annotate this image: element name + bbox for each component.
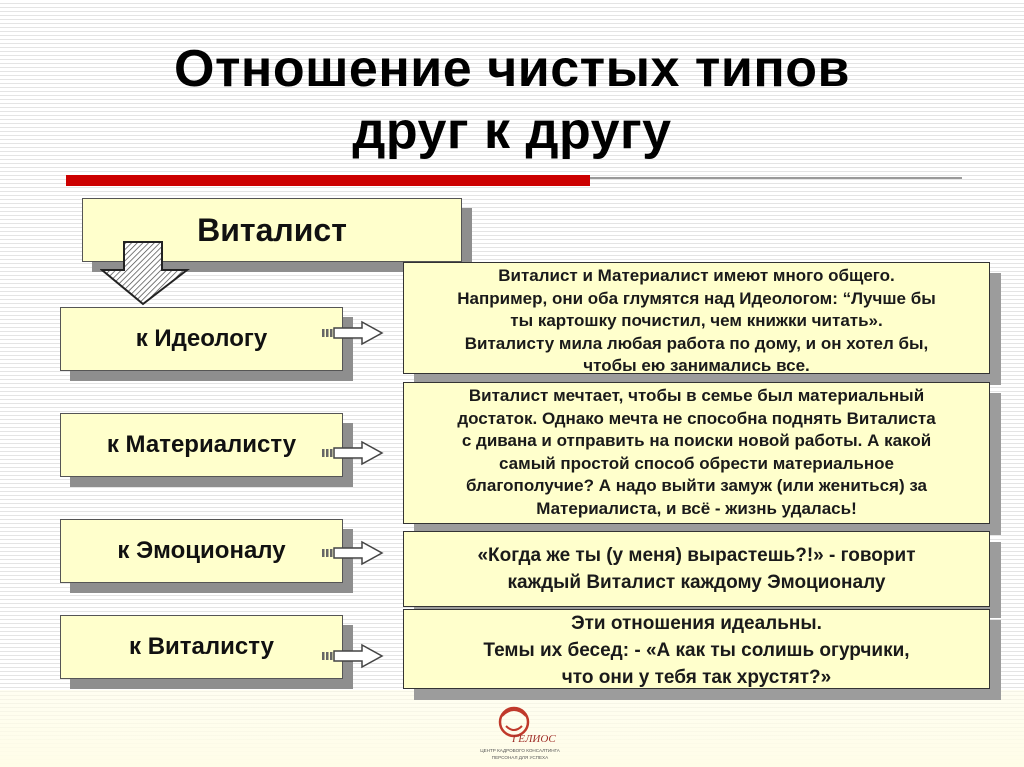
title-underline-gray (590, 177, 962, 179)
right-arrow-icon (320, 540, 384, 566)
logo-name: ГЕЛИОС (512, 733, 556, 745)
down-arrow-icon (100, 240, 190, 306)
slide-title (0, 38, 1024, 162)
relation-text-line: Например, они оба глумятся над Идеологом: “Лучше бы (457, 288, 936, 308)
relation-text-line: Виталисту мила любая работа по дому, и он хотел бы, (464, 333, 929, 353)
relation-text-line: Эти отношения идеальны. (571, 613, 822, 634)
relation-text-box-emotional (403, 531, 990, 607)
relation-text-line: Виталист и Материалист имеют много общего. (498, 266, 895, 285)
relation-text-line: Материалиста, и всё - жизнь удалась! (536, 498, 857, 518)
row-label-box-materialist (60, 413, 343, 477)
relation-text-box-vitalist (403, 609, 990, 689)
relation-text-line: Темы их бесед: - «А как ты солишь огурчики, (483, 640, 910, 661)
relation-text-line: ты картошку почистил, чем книжки читать». (510, 311, 883, 330)
row-label-box-ideolog (60, 307, 343, 371)
title-underline-red (66, 175, 590, 186)
relation-text-line: что они у тебя так хрустят?» (561, 667, 832, 688)
title-line-1: Отношение чистых типов (174, 40, 850, 98)
row-label: к Материалисту (106, 431, 297, 458)
vitalist-header-label: Виталист (197, 211, 347, 248)
relation-text-line: чтобы ею занимались все. (583, 356, 810, 375)
title-line-2: друг к другу (352, 102, 672, 160)
right-arrow-icon (320, 440, 384, 466)
gelios-logo (472, 696, 568, 766)
relation-text-line: «Когда же ты (у меня) вырастешь?!» - говорит (477, 545, 916, 566)
relation-text-line: каждый Виталист каждому Эмоционалу (507, 572, 886, 593)
row-label-box-vitalist (60, 615, 343, 679)
relation-text-line: достаток. Однако мечта не способна поднять Виталиста (457, 408, 936, 428)
logo-line-2: ПЕРСОНАЛ ДЛЯ УСПЕХА (491, 755, 549, 760)
row-label: к Идеологу (135, 325, 268, 352)
row-label: к Виталисту (129, 633, 274, 660)
relation-text-line: Виталист мечтает, чтобы в семье был материальный (468, 386, 925, 405)
row-label: к Эмоционалу (117, 537, 286, 564)
relation-text-line: самый простой способ обрести материальное (499, 453, 894, 473)
relation-text-box-materialist (403, 382, 990, 524)
logo-line-1: ЦЕНТР КАДРОВОГО КОНСАЛТИНГА (480, 748, 560, 753)
right-arrow-icon (320, 643, 384, 669)
row-label-box-emotional (60, 519, 343, 583)
logo-sun-icon (500, 708, 528, 736)
relation-text-line: с дивана и отправить на поиски новой работы. А какой (461, 431, 932, 450)
relation-text-box-ideolog (403, 262, 990, 374)
relation-text-line: благополучие? А надо выйти замуж (или жениться) за (465, 476, 928, 495)
right-arrow-icon (320, 320, 384, 346)
